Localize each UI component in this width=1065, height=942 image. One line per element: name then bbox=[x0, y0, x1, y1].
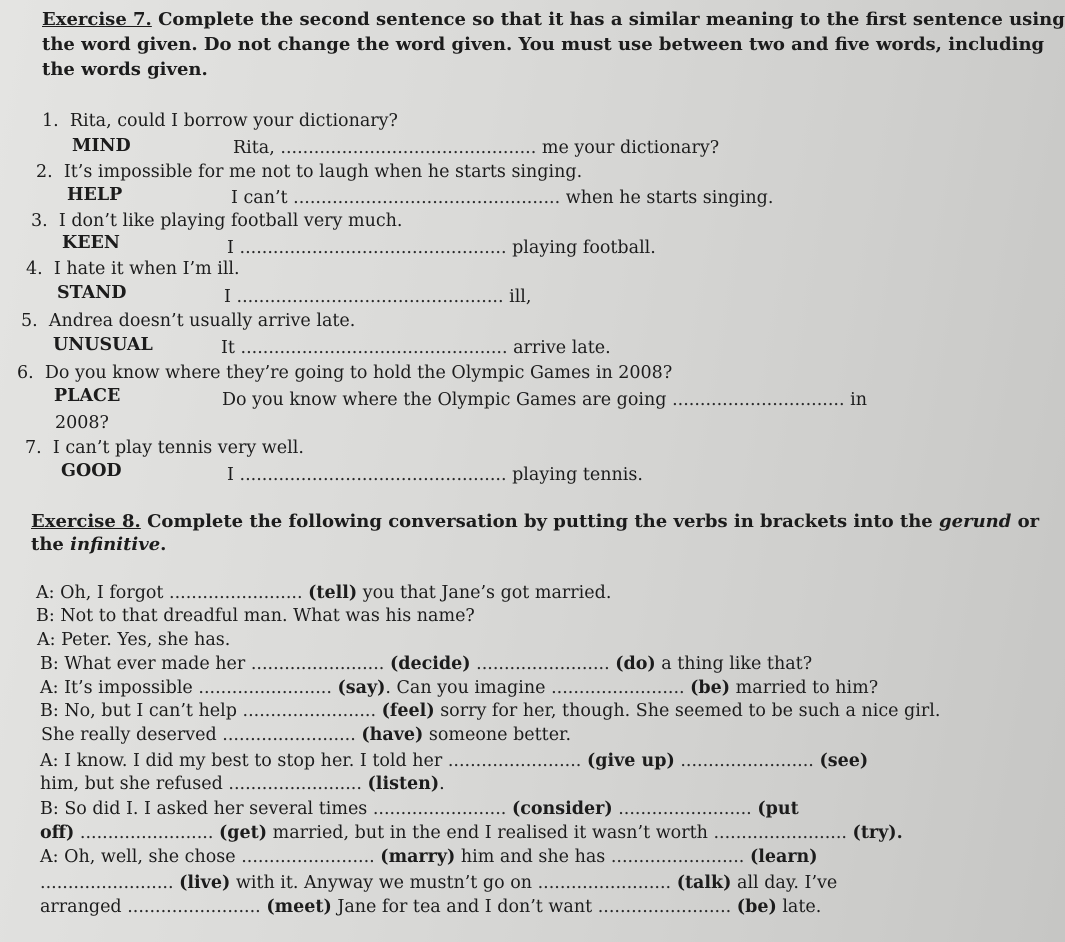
verb-cue: (listen) bbox=[367, 774, 440, 794]
ex7-item-4-gap-line bbox=[224, 286, 531, 308]
ex7-item-4-sentence bbox=[26, 258, 240, 280]
ex7-item-1-gap-line bbox=[233, 137, 719, 159]
line-text: B: No, but I can’t help bbox=[40, 701, 237, 721]
answer-blank[interactable]: ................................................ bbox=[239, 465, 507, 485]
gap-end: in bbox=[850, 390, 867, 410]
verb-cue: (be) bbox=[690, 678, 731, 698]
answer-blank[interactable]: ........................ bbox=[127, 897, 261, 917]
ex8-line-9 bbox=[40, 773, 445, 795]
exercise8-heading-line1 bbox=[31, 510, 1039, 534]
ex7-item-7-keyword: GOOD bbox=[61, 461, 122, 481]
line-text: all day. I’ve bbox=[737, 873, 838, 893]
line-text: with it. Anyway we mustn’t go on bbox=[235, 873, 533, 893]
ex7-item-5-gap-line bbox=[221, 337, 611, 359]
ex8-line-5 bbox=[40, 677, 878, 699]
verb-cue: (do) bbox=[615, 654, 656, 674]
line-text: B: So did I. I asked her several times bbox=[40, 799, 368, 819]
exercise8-instruction: Complete the following conversation by putting the verbs in brackets into the bbox=[147, 511, 933, 532]
verb-cue: (put bbox=[757, 799, 799, 819]
answer-blank[interactable]: ........................ bbox=[618, 799, 752, 819]
exercise8-or: or bbox=[1017, 511, 1040, 532]
exercise7-instruction-1: Complete the second sentence so that it has a similar meaning to the first sentence using bbox=[158, 9, 1065, 30]
verb-cue: (have) bbox=[361, 725, 424, 745]
line-text: A: Oh, I forgot bbox=[36, 583, 164, 603]
ex7-item-7-sentence bbox=[25, 437, 304, 459]
line-text: a thing like that? bbox=[661, 654, 813, 674]
ex7-item-6-sentence bbox=[17, 362, 672, 384]
exercise8-the: the bbox=[31, 534, 64, 555]
answer-blank[interactable]: ................................................ bbox=[240, 338, 508, 358]
gap-end: arrive late. bbox=[513, 338, 611, 358]
gap-start: I can’t bbox=[231, 188, 288, 208]
ex8-line-6 bbox=[40, 700, 940, 722]
line-text: A: Oh, well, she chose bbox=[40, 847, 236, 867]
item-sentence: Rita, could I borrow your dictionary? bbox=[69, 111, 398, 131]
verb-cue: off) bbox=[40, 823, 75, 843]
ex7-item-3-keyword: KEEN bbox=[62, 233, 120, 253]
item-number: 2. bbox=[36, 162, 53, 182]
verb-cue: (feel) bbox=[381, 701, 435, 721]
line-text: married to him? bbox=[735, 678, 879, 698]
answer-blank[interactable]: ........................ bbox=[250, 654, 385, 674]
exercise8-label: Exercise 8. bbox=[31, 511, 141, 532]
item-sentence: Do you know where they’re going to hold the Olympic Games in 2008? bbox=[44, 363, 673, 383]
answer-blank[interactable]: ........................ bbox=[537, 873, 672, 893]
exercise7-instruction-3: the words given. bbox=[42, 59, 208, 80]
ex7-item-3-gap-line bbox=[227, 237, 656, 259]
line-text: you that Jane’s got married. bbox=[362, 583, 612, 603]
item-number: 5. bbox=[21, 311, 38, 331]
line-text: A: It’s impossible bbox=[40, 678, 193, 698]
answer-blank[interactable]: ........................ bbox=[597, 897, 732, 917]
line-text: him and she has bbox=[460, 847, 606, 867]
answer-blank[interactable]: ........................ bbox=[222, 725, 356, 745]
verb-cue: (be) bbox=[736, 897, 777, 917]
line-text: him, but she refused bbox=[40, 774, 223, 794]
line-text: married, but in the end I realised it wasn’t worth bbox=[272, 823, 708, 843]
line-text: late. bbox=[782, 897, 822, 917]
gap-end: playing football. bbox=[512, 238, 656, 258]
item-number: 3. bbox=[31, 211, 48, 231]
verb-cue: (give up) bbox=[586, 751, 675, 771]
ex7-item-4-keyword: STAND bbox=[57, 283, 127, 303]
exercise7-label: Exercise 7. bbox=[42, 9, 152, 30]
ex8-line-8 bbox=[40, 750, 868, 772]
verb-cue: (get) bbox=[219, 823, 268, 843]
line-text: . Can you imagine bbox=[385, 678, 546, 698]
exercise8-infinitive: infinitive bbox=[70, 534, 161, 555]
ex8-line-1 bbox=[36, 582, 611, 604]
answer-blank[interactable]: ........................ bbox=[169, 583, 303, 603]
ex7-item-5-keyword: UNUSUAL bbox=[53, 335, 153, 355]
ex7-item-2-keyword: HELP bbox=[67, 185, 123, 205]
ex8-line-2: B: Not to that dreadful man. What was his name? bbox=[36, 606, 475, 626]
answer-blank[interactable]: ........................ bbox=[79, 823, 214, 843]
verb-cue: (live) bbox=[179, 873, 231, 893]
item-number: 7. bbox=[25, 438, 42, 458]
line-text: A: I know. I did my best to stop her. I told her bbox=[40, 751, 443, 771]
item-sentence: Andrea doesn’t usually arrive late. bbox=[48, 311, 356, 331]
answer-blank[interactable]: ........................ bbox=[198, 678, 332, 698]
gap-end: playing tennis. bbox=[512, 465, 643, 485]
ex8-line-13 bbox=[40, 872, 837, 894]
ex7-item-1-sentence bbox=[42, 110, 398, 132]
ex7-item-5-sentence bbox=[21, 310, 355, 332]
answer-blank[interactable]: ........................ bbox=[680, 751, 814, 771]
answer-blank[interactable]: ................................................ bbox=[236, 287, 504, 307]
answer-blank[interactable]: .............................................. bbox=[280, 138, 537, 158]
gap-end: when he starts singing. bbox=[565, 188, 774, 208]
answer-blank[interactable]: ................................................ bbox=[239, 238, 507, 258]
item-sentence: I can’t play tennis very well. bbox=[52, 438, 304, 458]
answer-blank[interactable]: ........................ bbox=[372, 799, 507, 819]
verb-cue: (see) bbox=[819, 751, 869, 771]
exercise7-heading-line1 bbox=[42, 8, 1065, 32]
answer-blank[interactable]: ........................ bbox=[713, 823, 847, 843]
ex8-line-10 bbox=[40, 798, 799, 820]
exercise8-heading-line2 bbox=[31, 533, 166, 557]
gap-end: ill, bbox=[509, 287, 532, 307]
ex7-item-2-gap-line bbox=[231, 187, 773, 209]
gap-start: I bbox=[227, 465, 234, 485]
verb-cue: (meet) bbox=[266, 897, 332, 917]
item-sentence: It’s impossible for me not to laugh when he starts singing. bbox=[63, 162, 583, 182]
gap-start: I bbox=[224, 287, 231, 307]
verb-cue: (decide) bbox=[389, 654, 471, 674]
verb-cue: (consider) bbox=[511, 799, 613, 819]
answer-blank[interactable]: ........................ bbox=[241, 847, 375, 867]
answer-blank[interactable]: ........................ bbox=[242, 701, 377, 721]
answer-blank[interactable]: ........................ bbox=[476, 654, 610, 674]
line-text: Jane for tea and I don’t want bbox=[337, 897, 593, 917]
exercise7-instruction-2: the word given. Do not change the word given. You must use between two and five words, including bbox=[42, 34, 1045, 55]
ex8-line-3: A: Peter. Yes, she has. bbox=[37, 630, 231, 650]
ex7-item-6-gap-line bbox=[222, 389, 867, 411]
item-sentence: I don’t like playing football very much. bbox=[58, 211, 403, 231]
exercise8-gerund: gerund bbox=[939, 511, 1012, 532]
verb-cue: (say) bbox=[337, 678, 386, 698]
ex8-line-4 bbox=[40, 653, 812, 675]
gap-start: Do you know where the Olympic Games are going bbox=[222, 390, 667, 410]
item-number: 1. bbox=[42, 111, 59, 131]
ex7-item-1-keyword: MIND bbox=[72, 136, 131, 156]
ex8-line-12 bbox=[40, 846, 818, 868]
answer-blank[interactable]: ........................ bbox=[447, 751, 582, 771]
verb-cue: (marry) bbox=[380, 847, 456, 867]
ex8-line-7 bbox=[41, 724, 571, 746]
verb-cue: (learn) bbox=[749, 847, 818, 867]
item-number: 4. bbox=[26, 259, 43, 279]
answer-blank[interactable]: ........................ bbox=[610, 847, 745, 867]
verb-cue: (try). bbox=[852, 823, 903, 843]
line-text: someone better. bbox=[428, 725, 572, 745]
gap-start: I bbox=[227, 238, 234, 258]
ex8-line-14 bbox=[40, 896, 821, 918]
answer-blank[interactable]: ........................ bbox=[551, 678, 685, 698]
answer-blank[interactable]: ........................ bbox=[40, 873, 174, 893]
verb-cue: (tell) bbox=[308, 583, 358, 603]
line-text: B: What ever made her bbox=[40, 654, 246, 674]
ex7-item-6-keyword: PLACE bbox=[54, 386, 121, 406]
line-text: She really deserved bbox=[41, 725, 217, 745]
ex8-line-11 bbox=[40, 822, 903, 844]
ex7-item-7-gap-line bbox=[227, 464, 643, 486]
answer-blank[interactable]: ............................... bbox=[672, 390, 845, 410]
answer-blank[interactable]: ................................................ bbox=[293, 188, 561, 208]
ex7-item-6-continuation: 2008? bbox=[55, 413, 109, 433]
item-sentence: I hate it when I’m ill. bbox=[53, 259, 240, 279]
gap-start: Rita, bbox=[233, 138, 275, 158]
answer-blank[interactable]: ........................ bbox=[228, 774, 362, 794]
exercise8-period: . bbox=[160, 534, 167, 555]
gap-start: It bbox=[221, 338, 235, 358]
line-text: . bbox=[439, 774, 445, 794]
item-number: 6. bbox=[17, 363, 34, 383]
ex7-item-3-sentence bbox=[31, 210, 403, 232]
verb-cue: (talk) bbox=[676, 873, 732, 893]
line-text: sorry for her, though. She seemed to be such a nice girl. bbox=[440, 701, 941, 721]
gap-end: me your dictionary? bbox=[541, 138, 720, 158]
ex7-item-2-sentence bbox=[36, 161, 582, 183]
line-text: arranged bbox=[40, 897, 122, 917]
